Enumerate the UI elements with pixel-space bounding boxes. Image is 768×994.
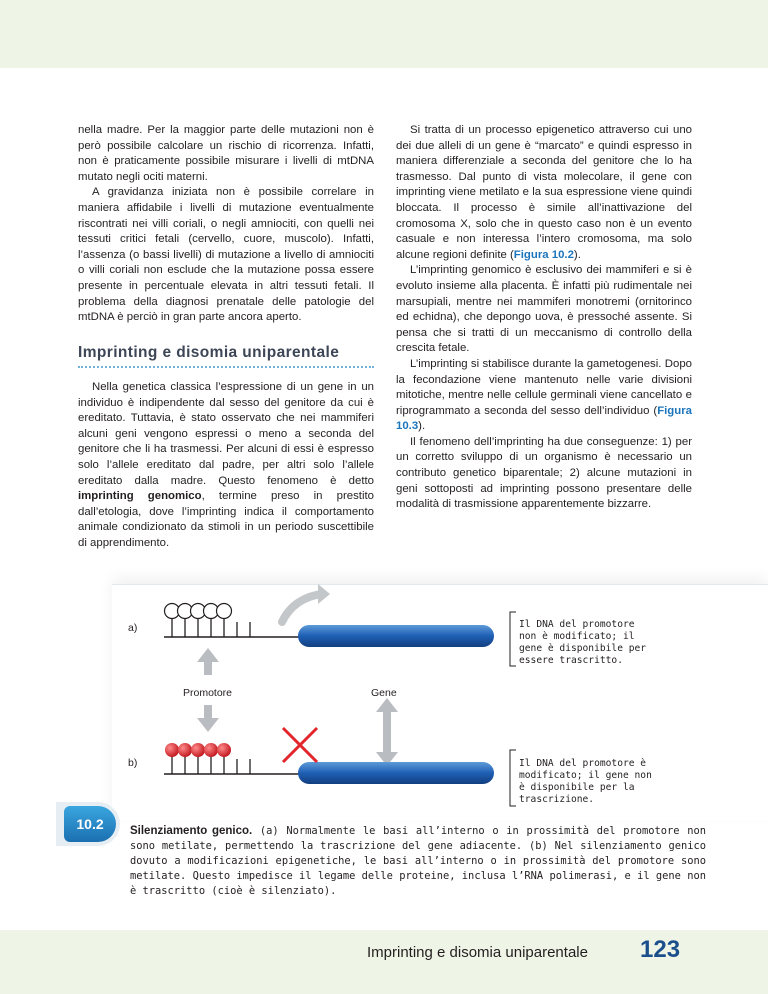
text: ).	[418, 420, 426, 433]
paragraph: A gravidanza iniziata non è possibile correlare in maniera affidabile i livelli di mutazione eventualmente riscontrati nei villi coriali, o negli amniociti, con quelli nei tessuti critici fetali (cervello, cuore, muscolo). Infatti, l’assenza (o bassi livelli) di mutazione a livello di amniociti o villi coriali non esclude che la mutazione possa essere presente in percentuale elevata in altri tessuti fetali. Il problema della diagnosi prenatale delle patologie del mtDNA è perciò in gran parte ancora aperto.	[78, 186, 374, 324]
paragraph: nella madre. Per la maggior parte delle mutazioni non è però possibile calcolare un rischio di ricorrenza. Infatti, non è praticamente possibile misurare i livelli di mtDNA mutato negli ociti materni.	[78, 124, 374, 183]
svg-text:Il DNA del promotore: Il DNA del promotore	[519, 619, 635, 630]
gene-bar-b	[298, 762, 494, 784]
gene-bar-a	[298, 625, 494, 647]
paragraph: L’imprinting genomico è esclusivo dei mammiferi e si è evoluto insieme alla placenta. È infatti più rudimentale nei marsupiali, mentre nei mammiferi monotremi (ornitorinco ed echidna), che depongo uova, è pressoché assente. Si pensa che si tratti di un meccanismo di controllo della crescita fetale.	[396, 264, 692, 355]
promoter-label: Promotore	[183, 687, 233, 699]
figure-number-badge: 10.2	[64, 806, 116, 842]
methylated-sites-b	[165, 743, 250, 774]
transcription-arrowhead-icon	[318, 584, 330, 604]
keyword: imprinting genomico	[78, 490, 202, 503]
blocked-cross-icon	[283, 728, 317, 762]
running-footer-title: Imprinting e disomia uniparentale	[367, 944, 588, 961]
svg-text:modificato; il gene non: modificato; il gene non	[519, 770, 652, 781]
bracket-a	[510, 612, 516, 666]
paragraph: Il fenomeno dell’imprinting ha due conseguenze: 1) per un corretto sviluppo di un organismo è necessario un contributo genetico biparentale; 2) alcune mutazioni in geni sottoposti ad imprinting possono presentare delle modalità di trasmissione apparentemente bizzarre.	[396, 435, 692, 511]
caption-text: (a) Normalmente le basi all’interno o in prossimità del promotore non sono metilate, permettendo la trascrizione del gene adiacente. (b) Nel silenziamento genico dovuto a modificazioni epigenetiche, le basi all’interno o in prossimità del promotore sono metilate. Questo impedisce il legame delle proteine, inclusa l’RNA polimerasi, e il gene non è trascritto (cioè è silenziato).	[130, 825, 706, 897]
note-a	[519, 619, 646, 666]
gene-double-arrow-icon	[376, 698, 398, 766]
text: Nella genetica classica l’espressione di un gene in un individuo è indipendente dal sesso del genitore da cui è ereditato. Tuttavia, è stato osservato che nei mammiferi alcuni geni vengono espressi o meno a seconda del genitore che li ha trasmessi. Per alcuni di essi è espresso solo l’allele ereditato dal padre, per altri solo l’allele ereditato dalla madre. Questo fenomeno è detto	[78, 381, 374, 487]
text: L’imprinting si stabilisce durante la gametogenesi. Dopo la fecondazione viene mantenuto nelle varie divisioni mitotiche, mentre nelle cellule germinali viene cancellato e riprogrammato a seconda del sesso dell’individuo (	[396, 357, 692, 417]
section-heading: Imprinting e disomia uniparentale	[78, 344, 374, 368]
row-b-label: b)	[128, 757, 138, 769]
text: , termine preso in prestito dall’etologia, dove l’imprinting indica il comportamento animale condizionato da stimoli in un periodo suscettibile di apprendimento.	[78, 490, 374, 549]
figure-caption	[130, 824, 706, 899]
page-number: 123	[640, 936, 681, 963]
text: ).	[573, 248, 581, 261]
text: Si tratta di un processo epigenetico attraverso cui uno dei due alleli di un gene è “marcato” e quindi espresso in maniera differenziale a seconda del genitore che lo ha trasmesso. Dal punto di vista molecolare, il gene con imprinting viene metilato e la sua espressione viene quindi bloccata. Il processo è simile all’inattivazione del cromosoma X, solo che in questo caso non è un evento casuale e non interessa l’intero cromosoma, ma solo alcune regioni definite (	[396, 124, 692, 261]
svg-text:essere trascritto.: essere trascritto.	[519, 655, 623, 666]
promoter-sites-a	[165, 604, 251, 638]
figure-reference-link[interactable]: Figura 10.2	[513, 248, 574, 261]
svg-text:gene è disponibile per: gene è disponibile per	[519, 643, 647, 654]
note-b	[519, 757, 652, 805]
caption-title: Silenziamento genico.	[130, 825, 253, 837]
row-a-label: a)	[128, 622, 138, 634]
transcription-arrow-icon	[282, 594, 322, 622]
gene-label: Gene	[371, 687, 397, 699]
svg-text:trascrizione.: trascrizione.	[519, 794, 595, 805]
svg-text:non è modificato; il: non è modificato; il	[519, 631, 635, 642]
bracket-b	[510, 750, 516, 806]
svg-text:è disponibile per la: è disponibile per la	[519, 782, 635, 793]
figure-reference-link[interactable]: Figura 10.3	[396, 404, 692, 433]
svg-text:Il DNA del promotore è: Il DNA del promotore è	[519, 758, 647, 769]
